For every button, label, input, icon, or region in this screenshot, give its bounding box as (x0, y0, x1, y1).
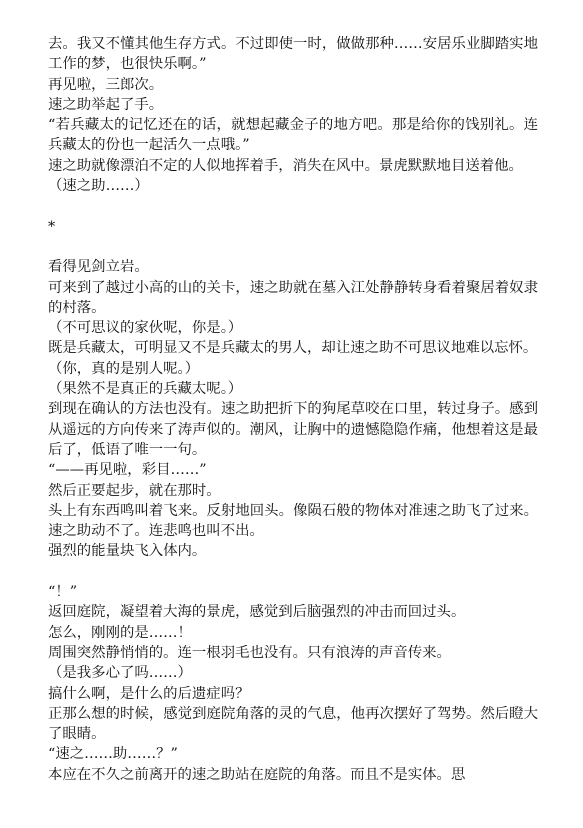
blank-line (48, 237, 538, 257)
blank-line (48, 562, 538, 582)
paragraph: （不可思议的家伙呢，你是。） (48, 320, 243, 337)
paragraph: （你，真的是别人呢。） (48, 360, 200, 377)
paragraph: 既是兵藏太，可明显又不是兵藏太的男人，却让速之助不可思议地难以忘怀。 (48, 340, 538, 357)
paragraph: 速之助就像漂泊不定的人似地挥着手，消失在风中。景虎默默地目送着他。 (48, 157, 523, 174)
paragraph: “若兵藏太的记忆还在的话，就想起藏金子的地方吧。那是给你的饯别礼。连兵藏太的份也一起活久一点哦。” (48, 117, 538, 154)
paragraph: “——再见啦，彩目……” (48, 462, 207, 479)
paragraph: 周围突然静悄悄的。连一根羽毛也没有。只有浪涛的声音传来。 (48, 644, 451, 661)
paragraph: 看得见剑立岩。 (48, 259, 149, 276)
paragraph: 速之助举起了手。 (48, 96, 164, 113)
paragraph: 头上有东西鸣叫着飞来。反射地回头。像陨石般的物体对准速之助飞了过来。速之助动不了。连悲鸣也叫不出。 (48, 502, 538, 540)
blank-line (48, 196, 538, 216)
paragraph: 强烈的能量块飞入体内。 (48, 543, 207, 560)
paragraph: 搞什么啊，是什么的后遗症吗？ (48, 685, 250, 702)
paragraph: 再见啦，三郎次。 (48, 76, 164, 93)
paragraph: 然后正要起步，就在那时。 (48, 482, 221, 499)
paragraph: 到现在确认的方法也没有。速之助把折下的狗尾草咬在口里，转过身子。感到从遥远的方向传来了涛声似的。潮风，让胸中的遗憾隐隐作痛，他想着这是最后了，低语了唯一一句。 (48, 401, 538, 458)
paragraph: 正那么想的时候，感觉到庭院角落的灵的气息，他再次摆好了驾势。然后瞪大了眼睛。 (48, 705, 538, 743)
section-separator: * (48, 218, 56, 235)
paragraph: （果然不是真正的兵藏太呢。） (48, 381, 243, 398)
paragraph: “！” (48, 584, 78, 601)
paragraph: （速之助……） (48, 178, 149, 195)
paragraph: 怎么，刚刚的是……！ (48, 624, 192, 641)
paragraph: 返回庭院，凝望着大海的景虎，感觉到后脑强烈的冲击而回过头。 (48, 604, 466, 621)
paragraph: 可来到了越过小高的山的关卡，速之助就在墓入江处静静转身看着聚居着奴隶的村落。 (48, 279, 538, 316)
paragraph: （是我多心了吗……） (48, 665, 192, 682)
paragraph: 本应在不久之前离开的速之助站在庭院的角落。而且不是实体。思 (48, 766, 466, 783)
paragraph: “速之……助……？” (48, 746, 178, 763)
paragraph: 去。我又不懂其他生存方式。不过即使一时，做做那种……安居乐业脚踏实地工作的梦，也很快乐啊。” (48, 36, 538, 73)
document-body (48, 34, 538, 785)
